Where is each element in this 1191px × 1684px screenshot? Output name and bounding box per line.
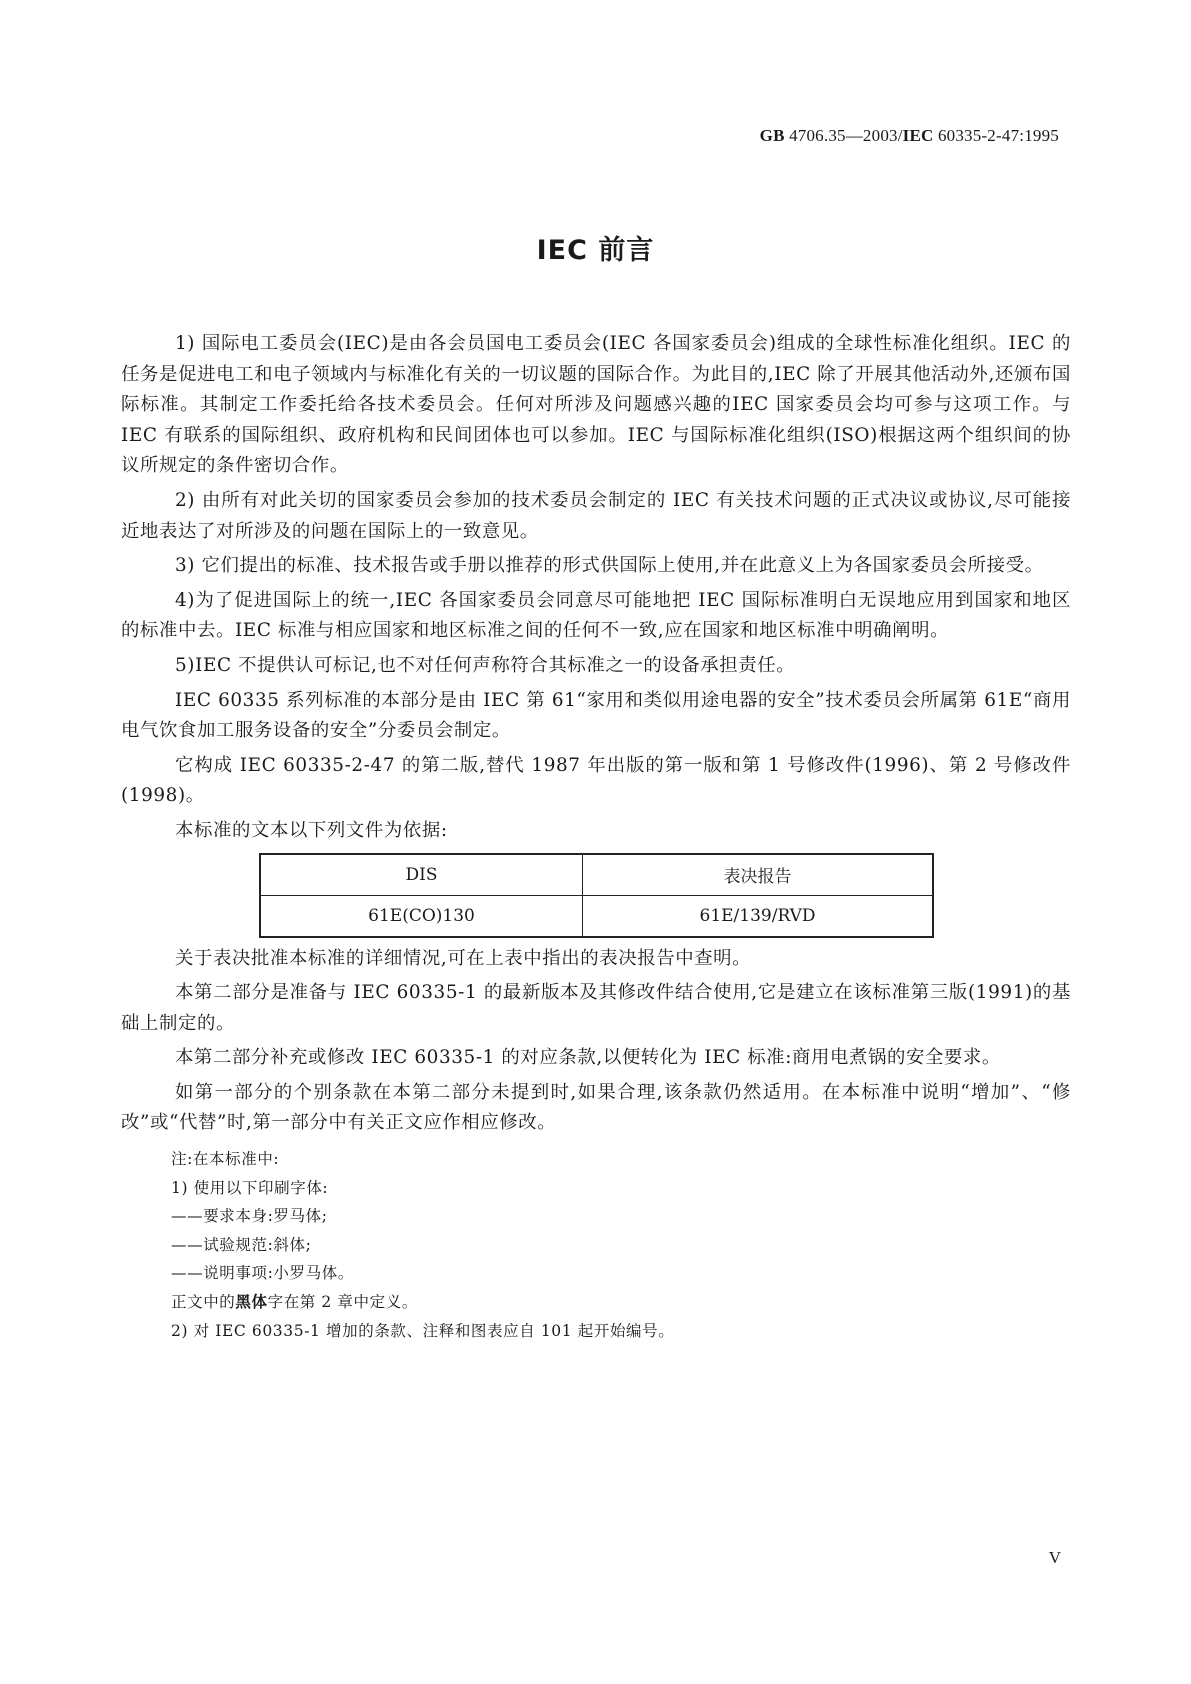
document-body <box>121 329 1071 1345</box>
note-type-small-roman: ——说明事项:小罗马体。 <box>171 1264 354 1283</box>
paragraph-5: 5)IEC 不提供认可标记,也不对任何声称符合其标准之一的设备承担责任。 <box>175 654 796 676</box>
note-bold-definition <box>171 1288 1071 1317</box>
note-item-2: 2) 对 IEC 60335-1 增加的条款、注释和图表应自 101 起开始编号。 <box>171 1321 675 1340</box>
paragraph-3: 3) 它们提出的标准、技术报告或手册以推荐的形式供国际上使用,并在此意义上为各国家委员会所接受。 <box>175 555 1044 577</box>
table-cell-dis: 61E(CO)130 <box>260 895 583 937</box>
paragraph-part2-usage: 本第二部分是准备与 IEC 60335-1 的最新版本及其修改件结合使用,它是建立在该标准第三版(1991)的基础上制定的。 <box>121 982 1071 1034</box>
paragraph-approval: 关于表决批准本标准的详细情况,可在上表中指出的表决报告中查明。 <box>175 947 752 969</box>
paragraph-4: 4)为了促进国际上的统一,IEC 各国家委员会同意尽可能地把 IEC 国际标准明白无误地应用到国家和地区的标准中去。IEC 标准与相应国家和地区标准之间的任何不一致,应在国家和地区标准中明确阐明。 <box>121 589 1071 642</box>
paragraph-basis: 本标准的文本以下列文件为依据: <box>175 819 448 841</box>
note-item-1: 1) 使用以下印刷字体: <box>171 1178 329 1197</box>
page-number: V <box>1048 1548 1061 1567</box>
paragraph-edition: 它构成 IEC 60335-2-47 的第二版,替代 1987 年出版的第一版和第 1 号修改件(1996)、第 2 号修改件(1998)。 <box>121 754 1071 807</box>
paragraph-part2-supplement: 本第二部分补充或修改 IEC 60335-1 的对应条款,以便转化为 IEC 标准:商用电煮锅的安全要求。 <box>175 1047 1001 1069</box>
table-row <box>260 895 933 937</box>
document-code-gb: GB <box>759 126 785 145</box>
document-code-number: 4706.35—2003/ <box>784 126 903 145</box>
paragraph-1: 1) 国际电工委员会(IEC)是由各会员国电工委员会(IEC 各国家委员会)组成的全球性标准化组织。IEC 的任务是促进电工和电子领域内与标准化有关的一切议题的国际合作。为此目的,IEC 除了开展其他活动外,还颁布国际标准。其制定工作委托给各技术委员会。任何对所涉及问题感兴趣的IEC 国家委员会均可参与这项工作。与 IEC 有联系的国际组织、政府机构和民间团体也可以参加。IEC 与国际标准化组织(ISO)根据这两个组织间的协议所规定的条件密切合作。 <box>121 333 1071 477</box>
document-code-iec-number: 60335-2-47:1995 <box>933 126 1059 145</box>
note-bold-word: 黑体 <box>235 1292 268 1312</box>
paragraph-series: IEC 60335 系列标准的本部分是由 IEC 第 61“家用和类似用途电器的安全”技术委员会所属第 61E“商用电气饮食加工服务设备的安全”分委员会制定。 <box>121 689 1071 742</box>
paragraph-2: 2) 由所有对此关切的国家委员会参加的技术委员会制定的 IEC 有关技术问题的正式决议或协议,尽可能接近地表达了对所涉及的问题在国际上的一致意见。 <box>121 489 1071 542</box>
note-type-roman: ——要求本身:罗马体; <box>171 1207 328 1226</box>
note-bold-post: 字在第 2 章中定义。 <box>267 1293 418 1312</box>
voting-table <box>259 853 934 938</box>
notes-block <box>121 1145 1071 1345</box>
table-header-report: 表决报告 <box>583 854 933 896</box>
note-bold-pre: 正文中的 <box>171 1293 236 1312</box>
table-header-dis: DIS <box>260 854 583 896</box>
table-cell-report: 61E/139/RVD <box>583 895 933 937</box>
page-title: IEC 前言 <box>536 235 655 266</box>
document-code <box>760 126 1059 146</box>
note-intro: 注:在本标准中: <box>171 1150 280 1169</box>
table-header-row <box>260 854 933 896</box>
note-type-italic: ——试验规范:斜体; <box>171 1235 312 1254</box>
paragraph-part1-applicability: 如第一部分的个别条款在本第二部分未提到时,如果合理,该条款仍然适用。在本标准中说明“增加”、“修改”或“代替”时,第一部分中有关正文应作相应修改。 <box>121 1081 1071 1134</box>
document-code-iec: IEC <box>902 126 934 145</box>
